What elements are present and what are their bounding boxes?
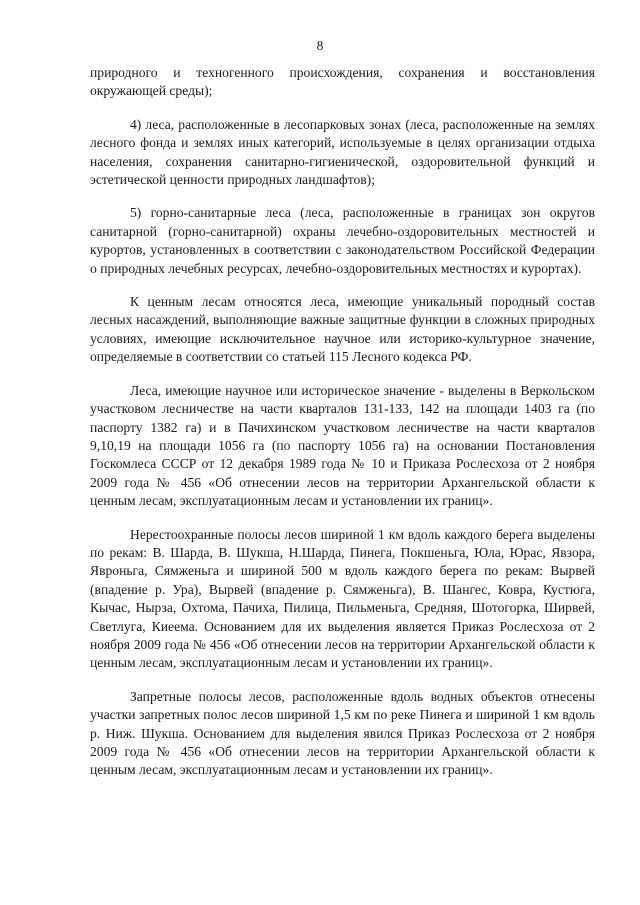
paragraph-item-4-forest-park-zones: 4) леса, расположенные в лесопарковых зонах (леса, расположенные на землях лесного фонда и землях иных категорий, используемые в целях организации отдыха населения, сохранения санитарно-гигиенической, оздоровительной функций и эстетической ценности природных ландшафтов); bbox=[90, 116, 595, 188]
paragraph-scientific-historical-forests: Леса, имеющие научное или историческое значение - выделены в Веркольском участковом лесничестве на части кварталов 131-133, 142 на площади 1403 га (по паспорту 1382 га) и в Пачихинском участковом лесничестве на части кварталов 9,10,19 на площади 1056 га (по паспорту 1056 га) на основании Постановления Госкомлеса СССР от 12 декабря 1989 года № 10 и Приказа Рослесхоза от 2 ноября 2009 года № 456 «Об отнесении лесов на территории Архангельской области к ценным лесам, эксплуатационным лесам и установлении их границ». bbox=[90, 382, 595, 509]
page-body bbox=[90, 64, 595, 795]
paragraph-item-5-mountain-sanitary-forests: 5) горно-санитарные леса (леса, расположенные в границах зон округов санитарной (горно-санитарной) охраны лечебно-оздоровительных местностей и курортов, установленных в соответствии с законодательством Российской Федерации о природных лечебных ресурсах, лечебно-оздоровительных местностях и курортах). bbox=[90, 205, 595, 276]
paragraph-valuable-forests-definition: К ценным лесам относятся леса, имеющие уникальный породный состав лесных насаждений, выполняющие важные защитные функции в сложных природных условиях, имеющие исключительное научное или историко-культурное значение, определяемые в соответствии со статьей 115 Лесного кодекса РФ. bbox=[90, 294, 595, 365]
page-number: 8 bbox=[316, 38, 324, 53]
paragraph-spawning-protection-strips: Нерестоохранные полосы лесов шириной 1 км вдоль каждого берега выделены по рекам: В. Шарда, В. Шукша, Н.Шарда, Пинега, Покшеньга, Юла, Юрас, Явзора, Явроньга, Сямженьга и шириной 500 м вдоль каждого берега по рекам: Вырвей (впадение р. Ура), Вырвей (впадение р. Сямженьга), В. Шангес, Ковра, Кустюга, Кычас, Нырза, Охтома, Пачиха, Пилица, Пильменьга, Средняя, Шотогорка, Ширвей, Светлуга, Киеема. Основанием для их выделения является Приказ Рослесхоза от 2 ноября 2009 года № 456 «Об отнесении лесов на территории Архангельской области к ценным лесам, эксплуатационным лесам и установлении их границ». bbox=[90, 526, 595, 671]
paragraph-restricted-forest-strips: Запретные полосы лесов, расположенные вдоль водных объектов отнесены участки запретных полос лесов шириной 1,5 км по реке Пинега и шириной 1 км вдоль р. Ниж. Шукша. Основанием для выделения явился Приказ Рослесхоза от 2 ноября 2009 года № 456 «Об отнесении лесов на территории Архангельской области к ценным лесам, эксплуатационным лесам и установлении их границ». bbox=[90, 688, 595, 778]
paragraph-continuation: природного и техногенного происхождения, сохранения и восстановления окружающей среды); bbox=[90, 65, 595, 99]
